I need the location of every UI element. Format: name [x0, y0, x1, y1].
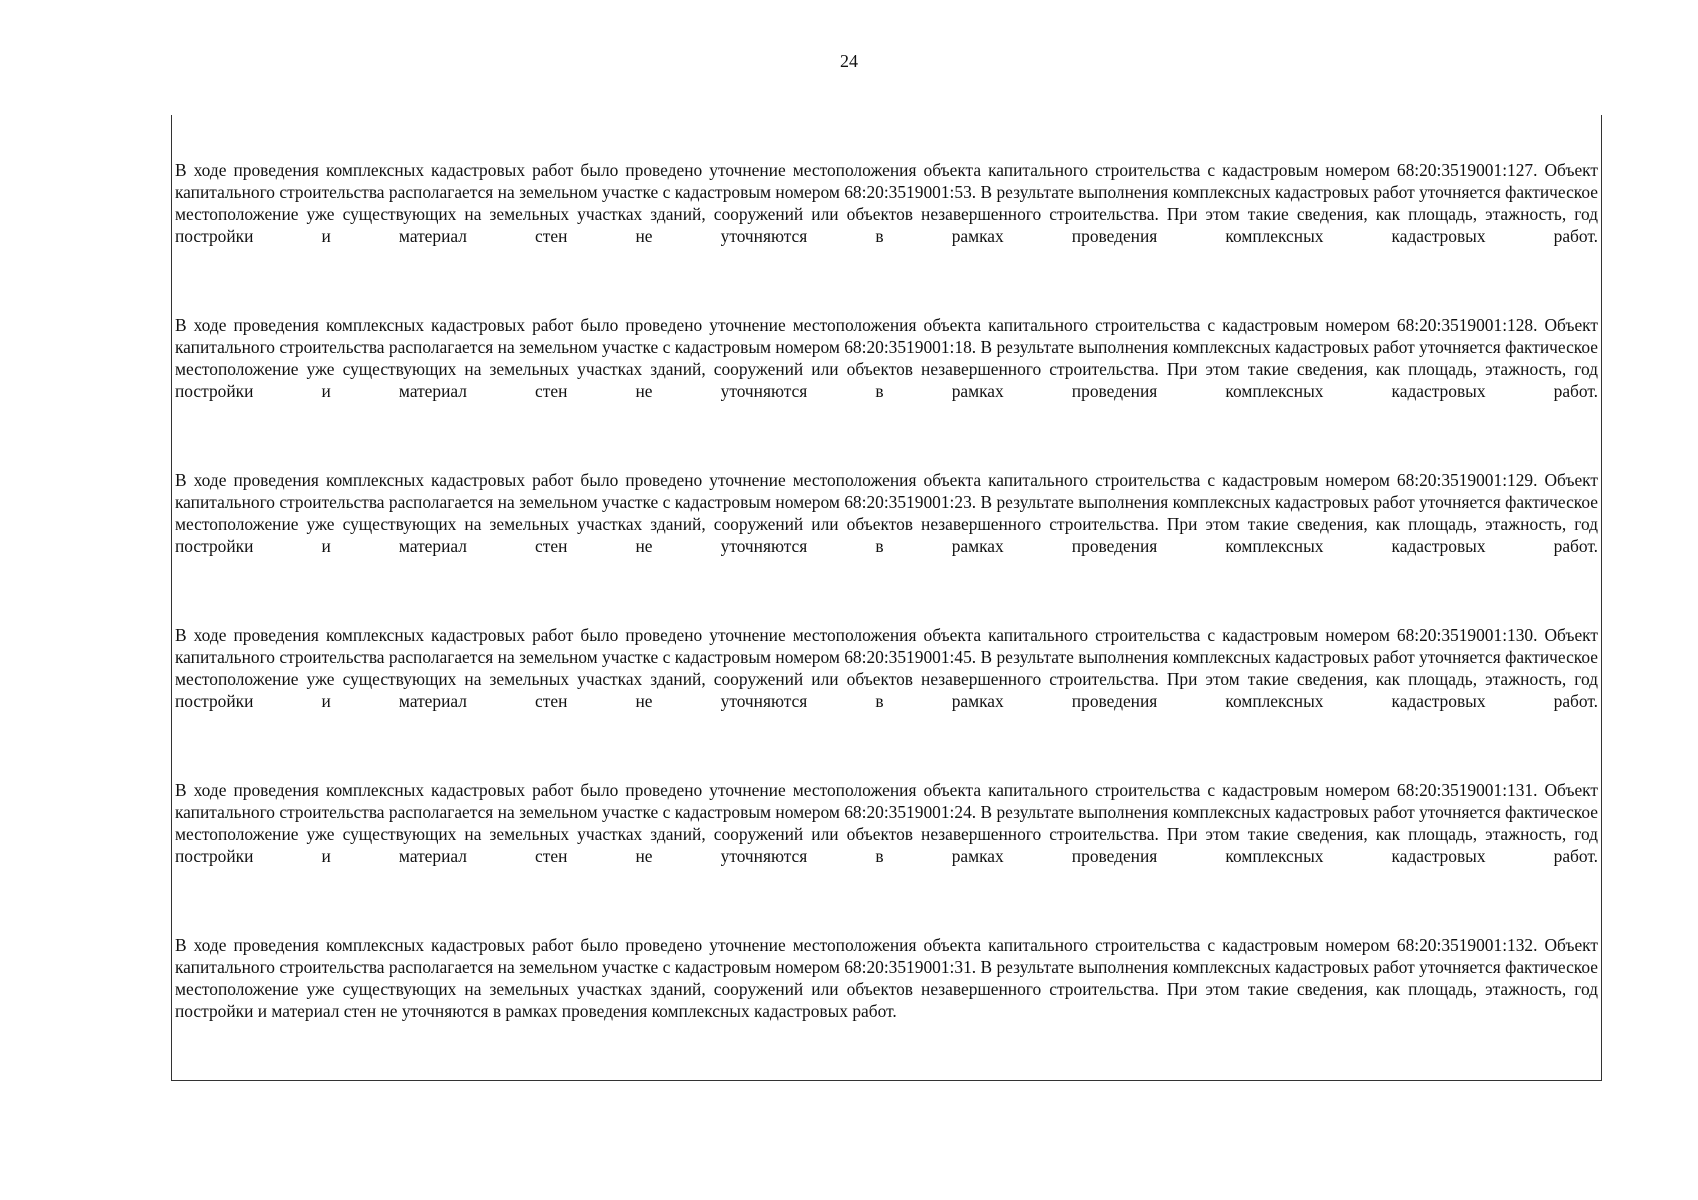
paragraph-object-130: В ходе проведения комплексных кадастровых работ было проведено уточнение местоположения объекта капитального строительства с кадастровым номером 68:20:3519001:130. Объект капитального строительства располагается на земельном участке с кадастровым номером 68:20:3519001:45. В результате выполнения комплексных кадастровых работ уточняется фактическое местоположение уже существующих на земельных участках зданий, сооружений или объектов незавершенного строительства. При этом такие сведения, как площадь, этажность, год постройки и материал стен не уточняются в рамках проведения комплексных кадастровых работ. [175, 625, 1598, 711]
paragraph-object-128: В ходе проведения комплексных кадастровых работ было проведено уточнение местоположения объекта капитального строительства с кадастровым номером 68:20:3519001:128. Объект капитального строительства располагается на земельном участке с кадастровым номером 68:20:3519001:18. В результате выполнения комплексных кадастровых работ уточняется фактическое местоположение уже существующих на земельных участках зданий, сооружений или объектов незавершенного строительства. При этом такие сведения, как площадь, этажность, год постройки и материал стен не уточняются в рамках проведения комплексных кадастровых работ. [175, 315, 1598, 401]
paragraph-object-127: В ходе проведения комплексных кадастровых работ было проведено уточнение местоположения объекта капитального строительства с кадастровым номером 68:20:3519001:127. Объект капитального строительства располагается на земельном участке с кадастровым номером 68:20:3519001:53. В результате выполнения комплексных кадастровых работ уточняется фактическое местоположение уже существующих на земельных участках зданий, сооружений или объектов незавершенного строительства. При этом такие сведения, как площадь, этажность, год постройки и материал стен не уточняются в рамках проведения комплексных кадастровых работ. [175, 160, 1598, 246]
paragraph-object-129: В ходе проведения комплексных кадастровых работ было проведено уточнение местоположения объекта капитального строительства с кадастровым номером 68:20:3519001:129. Объект капитального строительства располагается на земельном участке с кадастровым номером 68:20:3519001:23. В результате выполнения комплексных кадастровых работ уточняется фактическое местоположение уже существующих на земельных участках зданий, сооружений или объектов незавершенного строительства. При этом такие сведения, как площадь, этажность, год постройки и материал стен не уточняются в рамках проведения комплексных кадастровых работ. [175, 470, 1598, 556]
paragraph-object-132: В ходе проведения комплексных кадастровых работ было проведено уточнение местоположения объекта капитального строительства с кадастровым номером 68:20:3519001:132. Объект капитального строительства располагается на земельном участке с кадастровым номером 68:20:3519001:31. В результате выполнения комплексных кадастровых работ уточняется фактическое местоположение уже существующих на земельных участках зданий, сооружений или объектов незавершенного строительства. При этом такие сведения, как площадь, этажность, год постройки и материал стен не уточняются в рамках проведения комплексных кадастровых работ. [175, 935, 1598, 1021]
page-number: 24 [840, 51, 858, 71]
table-cell-frame [171, 115, 1602, 1081]
paragraph-object-131: В ходе проведения комплексных кадастровых работ было проведено уточнение местоположения объекта капитального строительства с кадастровым номером 68:20:3519001:131. Объект капитального строительства располагается на земельном участке с кадастровым номером 68:20:3519001:24. В результате выполнения комплексных кадастровых работ уточняется фактическое местоположение уже существующих на земельных участках зданий, сооружений или объектов незавершенного строительства. При этом такие сведения, как площадь, этажность, год постройки и материал стен не уточняются в рамках проведения комплексных кадастровых работ. [175, 780, 1598, 866]
